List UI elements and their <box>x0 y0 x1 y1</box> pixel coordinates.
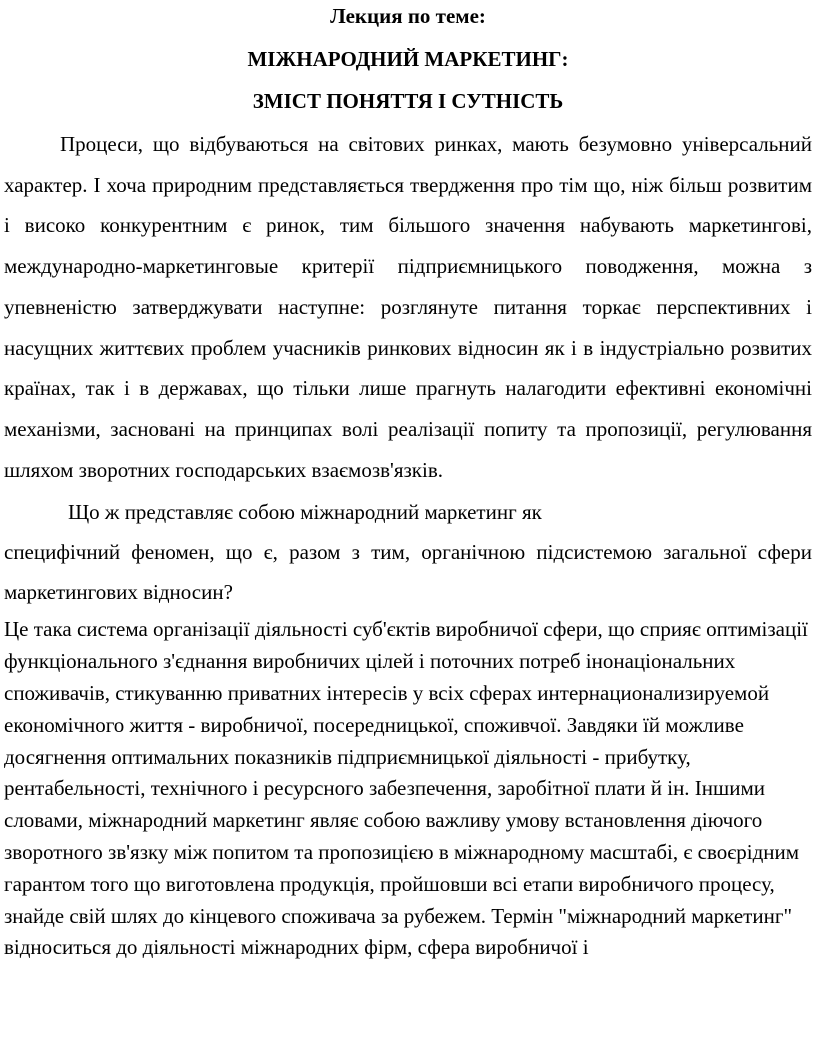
lecture-subtitle: ЗМІСТ ПОНЯТТЯ І СУТНІСТЬ <box>252 89 564 113</box>
question-lead: Що ж представляє собою міжнародний маркетинг як <box>68 500 542 525</box>
lecture-caption: Лекция по теме: <box>330 4 486 28</box>
lecture-title: МІЖНАРОДНИЙ МАРКЕТИНГ: <box>247 47 569 71</box>
definition-paragraph: Це така система організації діяльності суб'єктів виробничої сфери, що сприяє оптимізації функціонального з'єднання виробничих цілей і поточних потреб інонаціональних споживачів, стикуванню приватних інтересів у всіх сферах интернационализируемой економічного життя - виробничої, посередницької, споживчої. Завдяки їй можливе досягнення оптимальних показників підприємницької діяльності - прибутку, рентабельності, технічного і ресурсного забезпечення, заробітної плати й ін. Іншими словами, міжнародний маркетинг являє собою важливу умову встановлення діючого зворотного зв'язку між попитом та пропозицією в міжнародному масштабі, є своєрідним гарантом того що виготовлена продукція, пройшовши всі етапи виробничого процесу, знайде свій шлях до кінцевого споживача за рубежем. Термін "міжнародний маркетинг" відноситься до діяльності міжнародних фірм, сфера виробничої і <box>4 617 808 960</box>
question-paragraph: специфічний феномен, що є, разом з тим, органічною підсистемою загальної сфери маркетингових відносин? <box>4 540 812 605</box>
intro-paragraph: Процеси, що відбуваються на світових ринках, мають безумовно універсальний характер. І хоча природним представляється твердження про тім що, ніж більш розвитим і високо конкурентним є ринок, тим більшого значення набувають маркетингові, международно-маркетинговые критерії підприємницького поводження, можна з упевненістю затверджувати наступне: розглянуте питання торкає перспективних і насущних життєвих проблем учасників ринкових відносин як і в індустріально розвитих країнах, так і в державах, що тільки лише прагнуть налагодити ефективні економічні механізми, засновані на принципах волі реалізації попиту та пропозиції, регулювання шляхом зворотних господарських взаємозв'язків. <box>4 132 812 482</box>
